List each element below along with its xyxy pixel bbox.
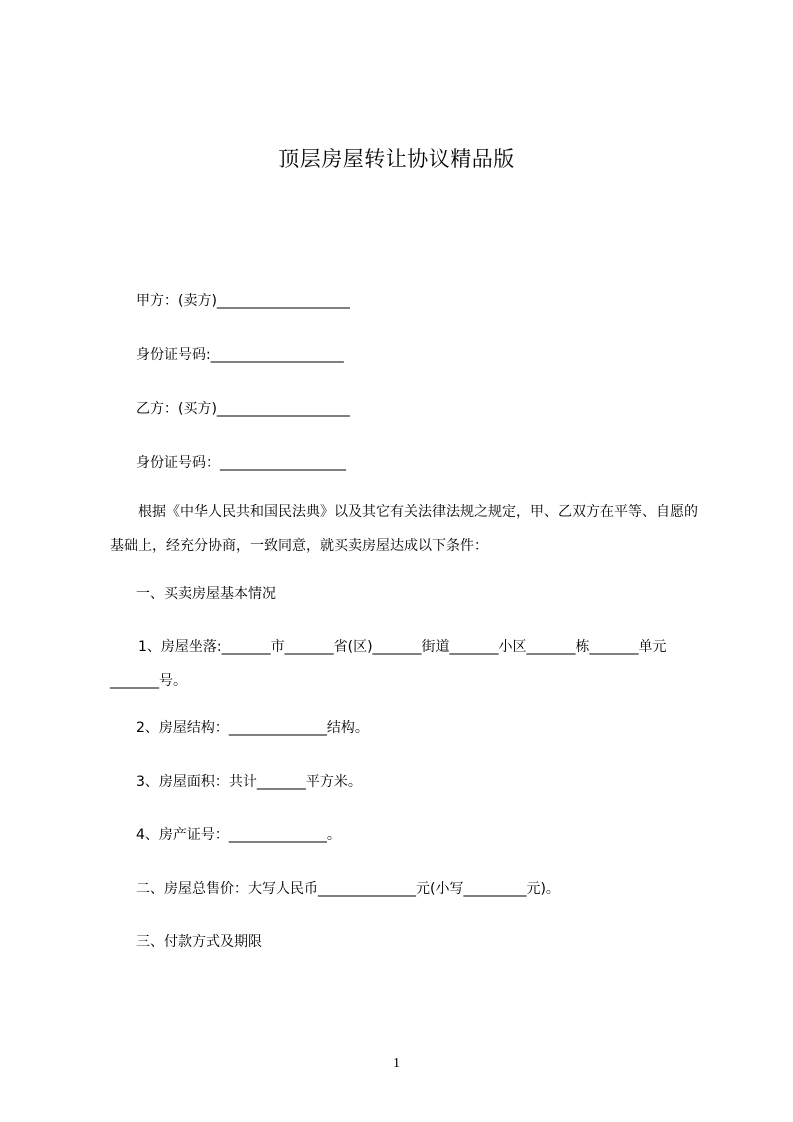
item4-line: 4、房产证号：______________。 bbox=[136, 827, 341, 843]
item3-line: 3、房屋面积：共计_______平方米。 bbox=[136, 774, 362, 790]
document-title: 顶层房屋转让协议精品版 bbox=[278, 147, 515, 171]
section2-line: 二、房屋总售价：大写人民币______________元(小写_________元)。 bbox=[136, 881, 560, 897]
section3-heading: 三、付款方式及期限 bbox=[136, 934, 262, 950]
intro-text: 根据《中华人民共和国民法典》以及其它有关法律法规之规定，甲、乙双方在平等、自愿的基础上，经充分协商，一致同意，就买卖房屋达成以下条件： bbox=[110, 504, 698, 554]
section1-heading: 一、买卖房屋基本情况 bbox=[136, 586, 276, 602]
item1-paragraph bbox=[110, 630, 705, 698]
party-b-id-line: 身份证号码：__________________ bbox=[136, 455, 346, 471]
party-a-id-line: 身份证号码:___________________ bbox=[136, 347, 344, 363]
page-number: 1 bbox=[393, 1056, 400, 1071]
intro-paragraph bbox=[110, 495, 705, 563]
party-b-line: 乙方：(买方)___________________ bbox=[136, 401, 350, 417]
item2-line: 2、房屋结构：______________结构。 bbox=[136, 720, 369, 736]
party-a-line: 甲方：(卖方)___________________ bbox=[136, 293, 350, 309]
item1-text: 1、房屋坐落:_______市_______省(区)_______街道_______小区_______栋_______单元_______号。 bbox=[110, 639, 667, 689]
